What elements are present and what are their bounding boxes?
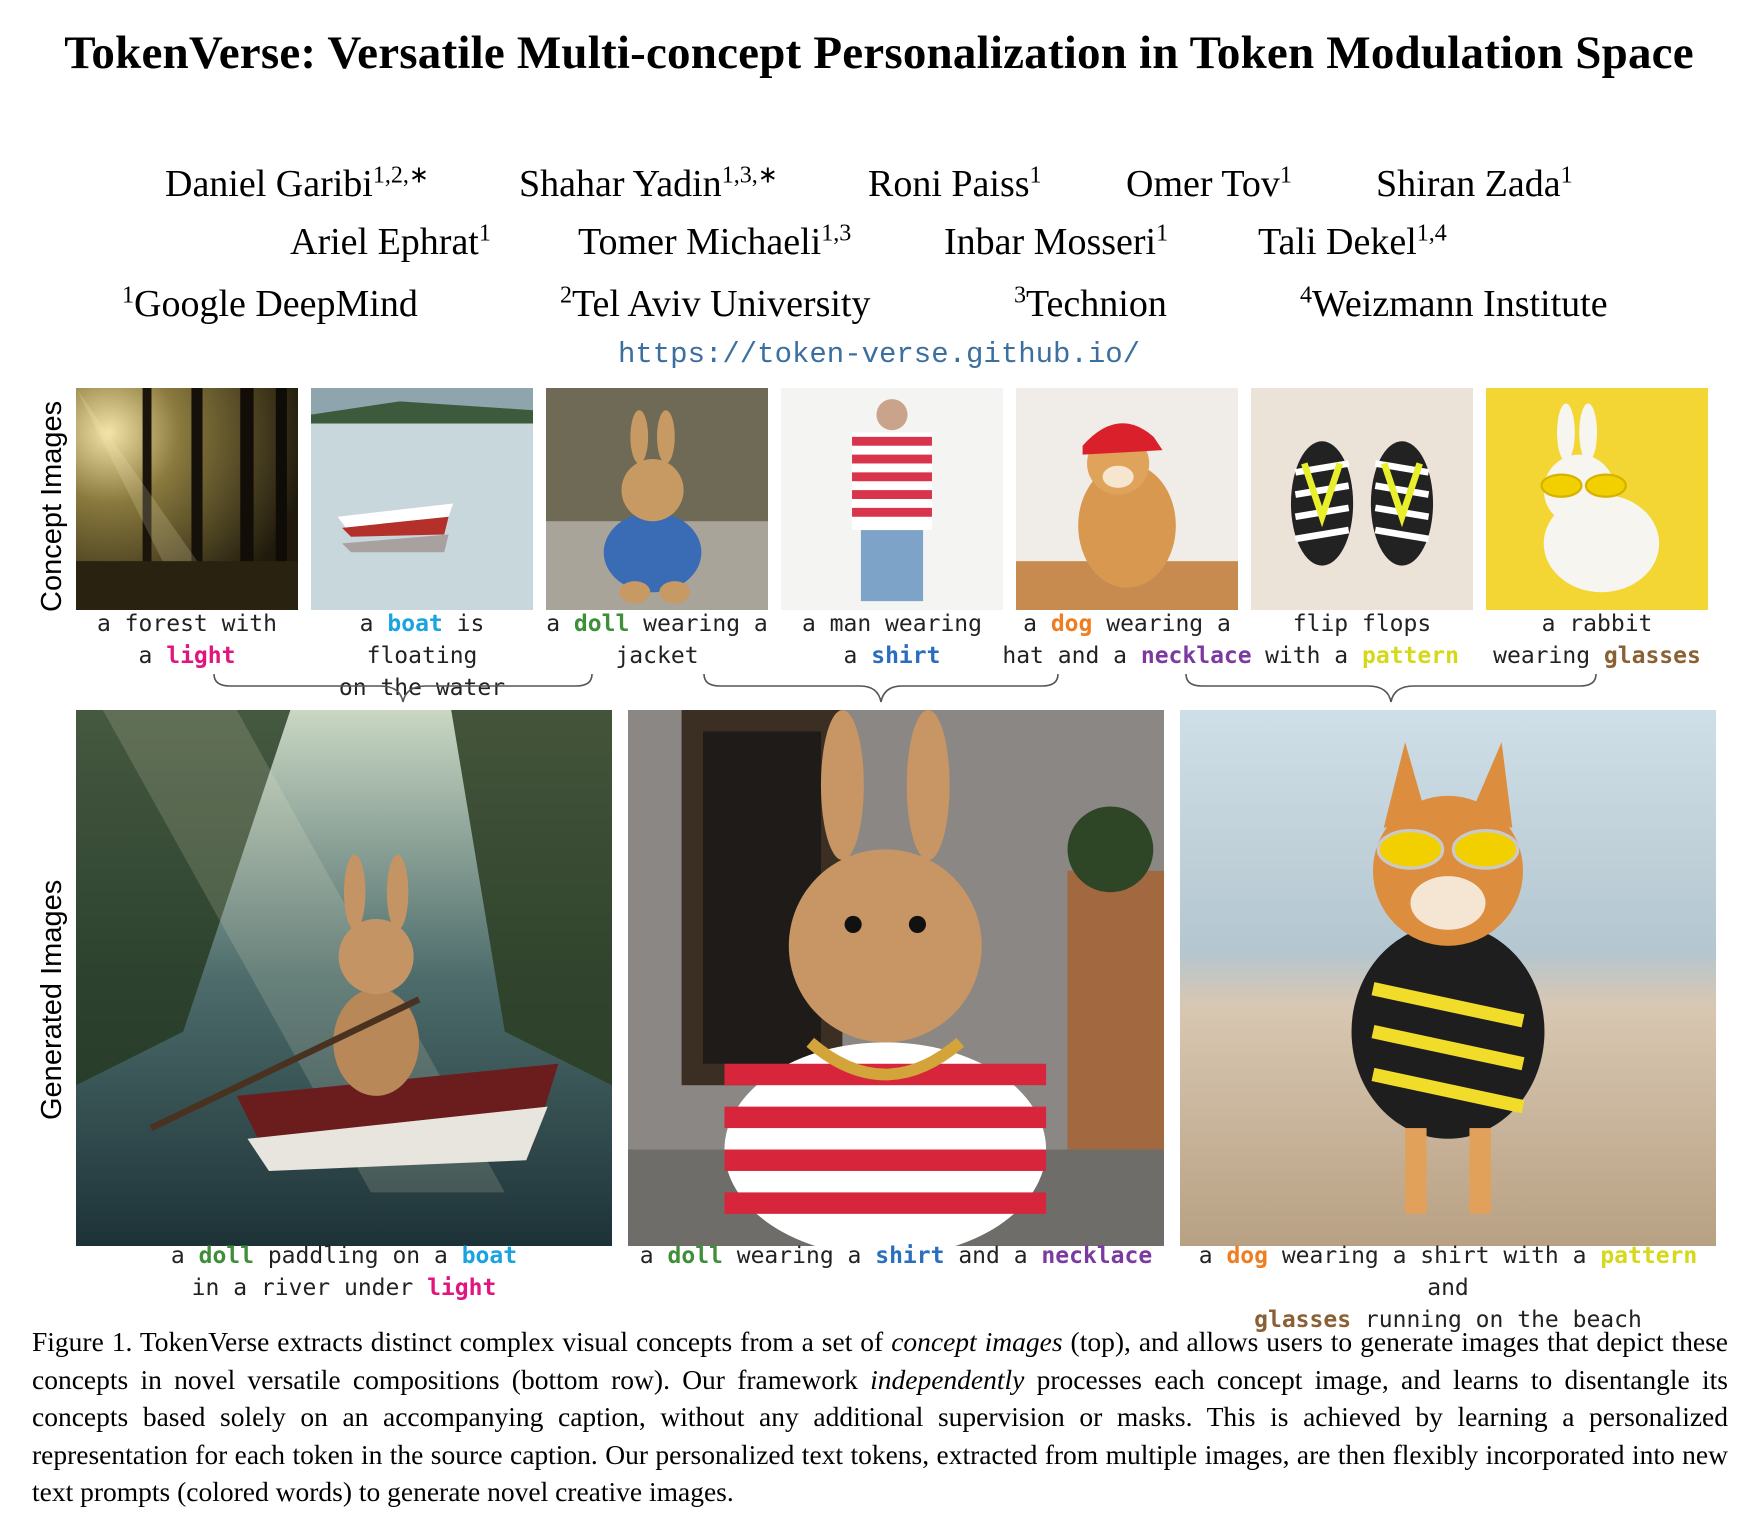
author: Tomer Michaeli$^{1,3}$ [578,220,852,263]
brace-group-1 [210,672,596,706]
generated-image-doll-shirt-necklace [628,710,1164,1246]
concept-image-flipflops [1251,388,1473,610]
keyword-doll: doll [573,611,630,637]
generated-image-doll-boat [76,710,612,1246]
generated-image-dog-beach [1180,710,1716,1246]
keyword-pattern: pattern [1362,643,1459,669]
generated-caption: a doll paddling on a boat in a river under light [170,1243,518,1301]
keyword-necklace: necklace [1140,643,1252,669]
concept-image-boat [311,388,533,610]
keyword-pattern: pattern [1600,1243,1698,1269]
author: Daniel Garibi$^{1,2,∗}$ [165,162,429,205]
concept-caption: a forest with a light [96,611,277,669]
concept-caption: a rabbit wearing glasses [1493,611,1701,669]
brace-group-2 [700,672,1062,706]
keyword-dog: dog [1226,1243,1268,1269]
row-label-concept: Concept Images [36,400,68,612]
keyword-light: light [427,1275,497,1301]
keyword-doll: doll [198,1243,254,1269]
keyword-glasses: glasses [1254,1307,1352,1333]
brace-group-3 [1182,672,1600,706]
keyword-dog: dog [1050,611,1093,637]
figure-caption: Figure 1. TokenVerse extracts distinct complex visual concepts from a set of concept images (top), and allows users to generate images that depict these concepts in novel versatile compositions (bottom row). Our framework independently processes each concept image, and learns to disentangle its concepts based solely on an accompanying caption, without any additional supervision or masks. This is achieved by learning a personalized representation for each token in the source caption. Our personalized text tokens, extracted from multiple images, are then flexibly incorporated into new text prompts (colored words) to generate novel creative images. [32,1326,1728,1507]
author: Roni Paiss$^1$ [868,162,1042,205]
author: Inbar Mosseri$^1$ [944,220,1169,263]
keyword-glasses: glasses [1603,643,1701,669]
keyword-boat: boat [387,611,443,637]
concept-caption: a dog wearing a hat and a necklace [1002,611,1252,669]
paper-title: TokenVerse: Versatile Multi-concept Personalization in Token Modulation Space [64,27,1694,79]
concept-caption: a man wearing a shirt [801,611,982,669]
concept-image-shirt [781,388,1003,610]
author: Shahar Yadin$^{1,3,∗}$ [519,162,778,205]
project-url[interactable]: https://token-verse.github.io/ [617,338,1141,371]
concept-caption: a doll wearing a jacket [546,611,768,669]
concept-caption: a boat is floating on the water [338,611,506,701]
keyword-doll: doll [667,1243,723,1269]
author: Ariel Ephrat$^1$ [290,220,491,263]
affiliation: $^1$Google DeepMind [122,282,418,325]
author: Tali Dekel$^{1,4}$ [1258,220,1447,263]
keyword-light: light [166,643,236,669]
generated-caption: a dog wearing a shirt with a pattern and glasses running on the beach [1198,1243,1698,1333]
keyword-necklace: necklace [1041,1243,1153,1269]
author: Omer Tov$^1$ [1126,162,1292,205]
affiliation: $^3$Technion [1014,282,1167,325]
concept-image-rabbit [1486,388,1708,610]
concept-image-forest [76,388,298,610]
affiliation: $^4$Weizmann Institute [1300,282,1608,325]
keyword-shirt: shirt [875,1243,945,1269]
concept-image-doll [546,388,768,610]
keyword-shirt: shirt [871,643,941,669]
keyword-boat: boat [461,1243,518,1269]
author: Shiran Zada$^1$ [1376,162,1573,205]
row-label-generated: Generated Images [36,879,68,1120]
generated-caption: a doll wearing a shirt and a necklace [639,1243,1153,1269]
concept-caption: flip flops with a pattern [1265,611,1459,669]
concept-image-dog [1016,388,1238,610]
affiliation: $^2$Tel Aviv University [560,282,871,325]
